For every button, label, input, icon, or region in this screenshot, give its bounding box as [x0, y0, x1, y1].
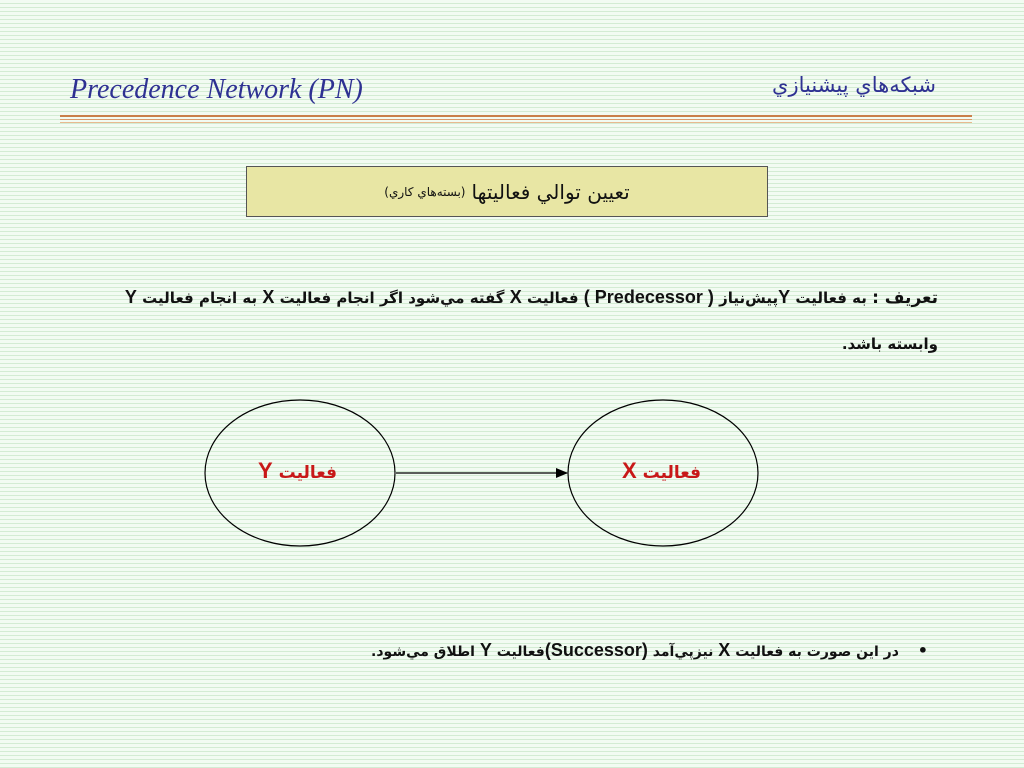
- bullet-activity-y: Y: [479, 640, 492, 660]
- topic-main-text: تعيين توالي فعاليتها: [471, 179, 630, 204]
- definition-label: تعريف :: [872, 288, 938, 308]
- definition-text-6: وابسته باشد.: [841, 335, 938, 353]
- node-x-label: [622, 458, 701, 484]
- successor-bullet: [371, 640, 928, 661]
- activity-y-ref: Y: [778, 287, 791, 307]
- bullet-text-2: نيزپي‌آمد: [652, 644, 714, 660]
- definition-text-5: به انجام فعاليت: [142, 289, 258, 307]
- slide-title-english: Precedence Network (PN): [70, 74, 363, 105]
- definition-text-4: گفته مي‌شود اگر انجام فعاليت: [279, 289, 505, 307]
- bullet-text-1: در اين صورت به فعاليت: [735, 644, 899, 660]
- successor-term: (Successor): [544, 640, 648, 660]
- node-y-label: [258, 458, 337, 484]
- bullet-point-icon: •: [917, 641, 928, 660]
- node-x-letter: X: [622, 458, 637, 483]
- topic-sub-text: (بسته‌هاي كاري): [384, 184, 466, 199]
- node-y-word: فعاليت: [278, 463, 338, 483]
- activity-y-ref-2: Y: [124, 287, 137, 307]
- bullet-text-4: اطلاق مي‌شود.: [371, 644, 475, 660]
- node-y-letter: Y: [258, 458, 273, 483]
- activity-x-ref-2: X: [262, 287, 275, 307]
- bullet-activity-x: X: [718, 640, 731, 660]
- slide-title-persian: شبکه‌هاي پيشنيازي: [772, 73, 936, 97]
- bullet-text-3: فعاليت: [496, 644, 545, 660]
- definition-text-2: پيش‌نياز: [719, 289, 779, 307]
- predecessor-term: ( Predecessor ): [583, 287, 714, 307]
- node-x-word: فعاليت: [642, 463, 702, 483]
- definition-text-3: فعاليت: [527, 289, 579, 307]
- definition-text-1: به فعاليت: [795, 289, 867, 307]
- activity-x-ref: X: [509, 287, 522, 307]
